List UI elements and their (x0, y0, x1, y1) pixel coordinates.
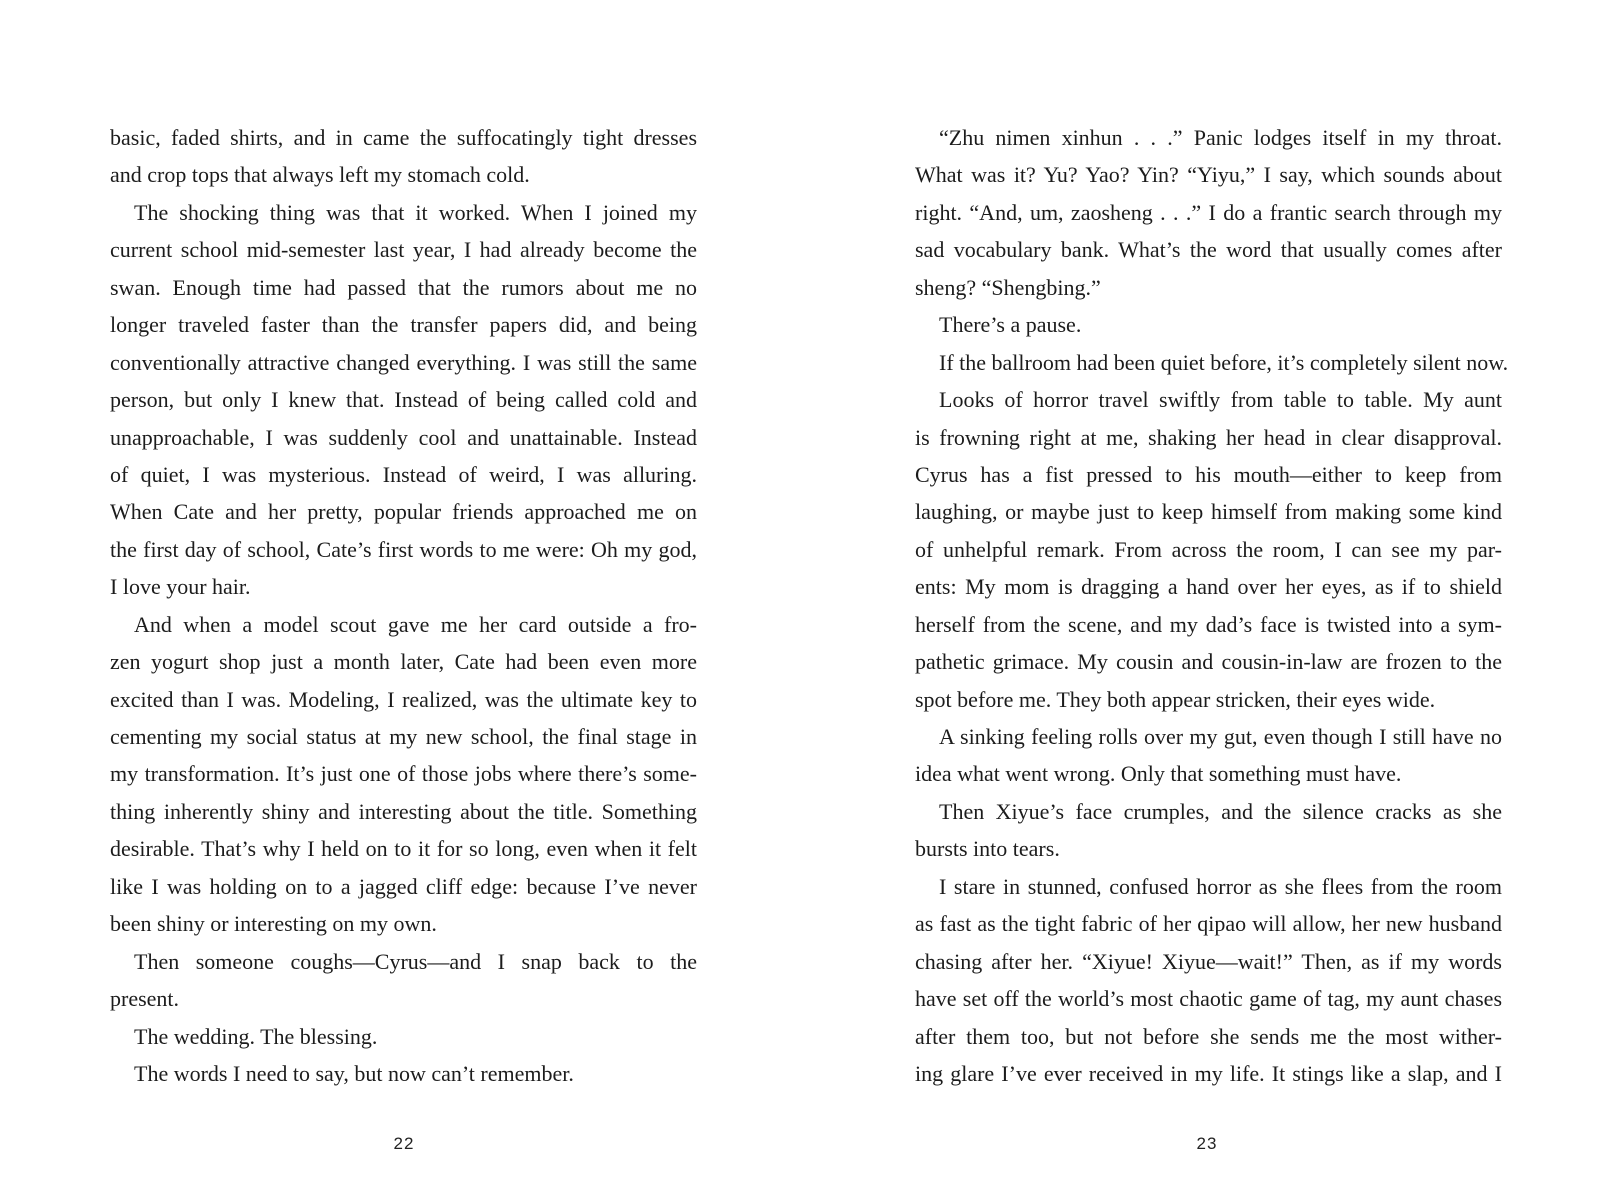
text-line: And when a model scout gave me her card outside a fro- (134, 611, 697, 637)
text-line: “Zhu nimen xinhun . . .” Panic lodges itself in my throat. (939, 125, 1502, 150)
text-line: sad vocabulary bank. What’s the word that usually comes after (915, 237, 1502, 263)
text-line: like I was holding on to a jagged cliff edge: because I’ve never (110, 873, 697, 899)
text-line: Then Xiyue’s face crumples, and the silence cracks as she (939, 798, 1502, 824)
text-line: desirable. That’s why I held on to it for so long, even when it felt (110, 836, 697, 862)
right-page-text (915, 119, 1509, 1092)
text-line: basic, faded shirts, and in came the suffocatingly tight dresses (110, 125, 697, 150)
text-line: spot before me. They both appear stricken, their eyes wide. (915, 686, 1436, 712)
page-number-left: 22 (393, 1134, 415, 1153)
text-line: present. (110, 986, 180, 1012)
text-line: of unhelpful remark. From across the room, I can see my par- (915, 536, 1502, 562)
text-line: bursts into tears. (915, 836, 1060, 862)
text-line: swan. Enough time had passed that the rumors about me no (110, 274, 697, 300)
text-line: What was it? Yu? Yao? Yin? “Yiyu,” I say, which sounds about (915, 162, 1502, 188)
text-line: If the ballroom had been quiet before, it’s completely silent now. (939, 349, 1509, 375)
text-line: of quiet, I was mysterious. Instead of weird, I was alluring. (110, 461, 697, 487)
text-line: longer traveled faster than the transfer papers did, and being (110, 312, 697, 338)
text-line: unapproachable, I was suddenly cool and unattainable. Instead (110, 424, 697, 450)
text-line: current school mid-semester last year, I had already become the (110, 237, 697, 263)
text-line: after them too, but not before she sends me the most wither- (915, 1023, 1502, 1049)
text-line: excited than I was. Modeling, I realized, was the ultimate key to (110, 686, 697, 712)
text-line: as fast as the tight fabric of her qipao will allow, her new husband (915, 911, 1502, 937)
text-line: conventionally attractive changed everything. I was still the same (110, 349, 697, 375)
text-line: I love your hair. (110, 574, 251, 600)
text-line: The wedding. The blessing. (134, 1023, 378, 1049)
text-line: The words I need to say, but now can’t remember. (134, 1060, 574, 1086)
text-line: pathetic grimace. My cousin and cousin-in-law are frozen to the (915, 649, 1502, 675)
text-line: have set off the world’s most chaotic game of tag, my aunt chases (915, 986, 1502, 1012)
text-line: chasing after her. “Xiyue! Xiyue—wait!” Then, as if my words (915, 948, 1502, 974)
text-line: thing inherently shiny and interesting about the title. Something (110, 798, 697, 824)
page-number-right: 23 (1196, 1134, 1218, 1153)
text-line: idea what went wrong. Only that something must have. (915, 761, 1402, 787)
text-line: ing glare I’ve ever received in my life. It stings like a slap, and I (915, 1060, 1502, 1086)
text-line: The shocking thing was that it worked. When I joined my (134, 199, 697, 225)
text-line: There’s a pause. (939, 312, 1082, 338)
text-line: A sinking feeling rolls over my gut, even though I still have no (939, 724, 1502, 749)
text-line: been shiny or interesting on my own. (110, 911, 437, 937)
text-line: herself from the scene, and my dad’s face is twisted into a sym- (915, 611, 1502, 637)
text-line: When Cate and her pretty, popular friends approached me on (110, 499, 697, 525)
text-line: Then someone coughs—Cyrus—and I snap back to the (134, 948, 697, 974)
text-line: right. “And, um, zaosheng . . .” I do a frantic search through my (915, 199, 1502, 225)
text-line: ents: My mom is dragging a hand over her eyes, as if to shield (915, 574, 1502, 600)
text-line: my transformation. It’s just one of those jobs where there’s some- (110, 761, 697, 787)
text-line: cementing my social status at my new school, the final stage in (110, 724, 697, 749)
text-line: Cyrus has a fist pressed to his mouth—either to keep from (915, 461, 1502, 487)
text-line: person, but only I knew that. Instead of being called cold and (110, 387, 697, 413)
text-line: sheng? “Shengbing.” (915, 274, 1101, 300)
text-line: and crop tops that always left my stomach cold. (110, 162, 530, 188)
text-line: zen yogurt shop just a month later, Cate had been even more (110, 649, 697, 675)
left-page-text (110, 119, 697, 1092)
text-line: Looks of horror travel swiftly from table to table. My aunt (939, 387, 1502, 413)
text-line: is frowning right at me, shaking her head in clear disapproval. (915, 424, 1502, 450)
text-line: laughing, or maybe just to keep himself from making some kind (915, 499, 1502, 525)
text-line: the first day of school, Cate’s first words to me were: Oh my god, (110, 536, 697, 562)
text-line: I stare in stunned, confused horror as she flees from the room (939, 873, 1502, 899)
